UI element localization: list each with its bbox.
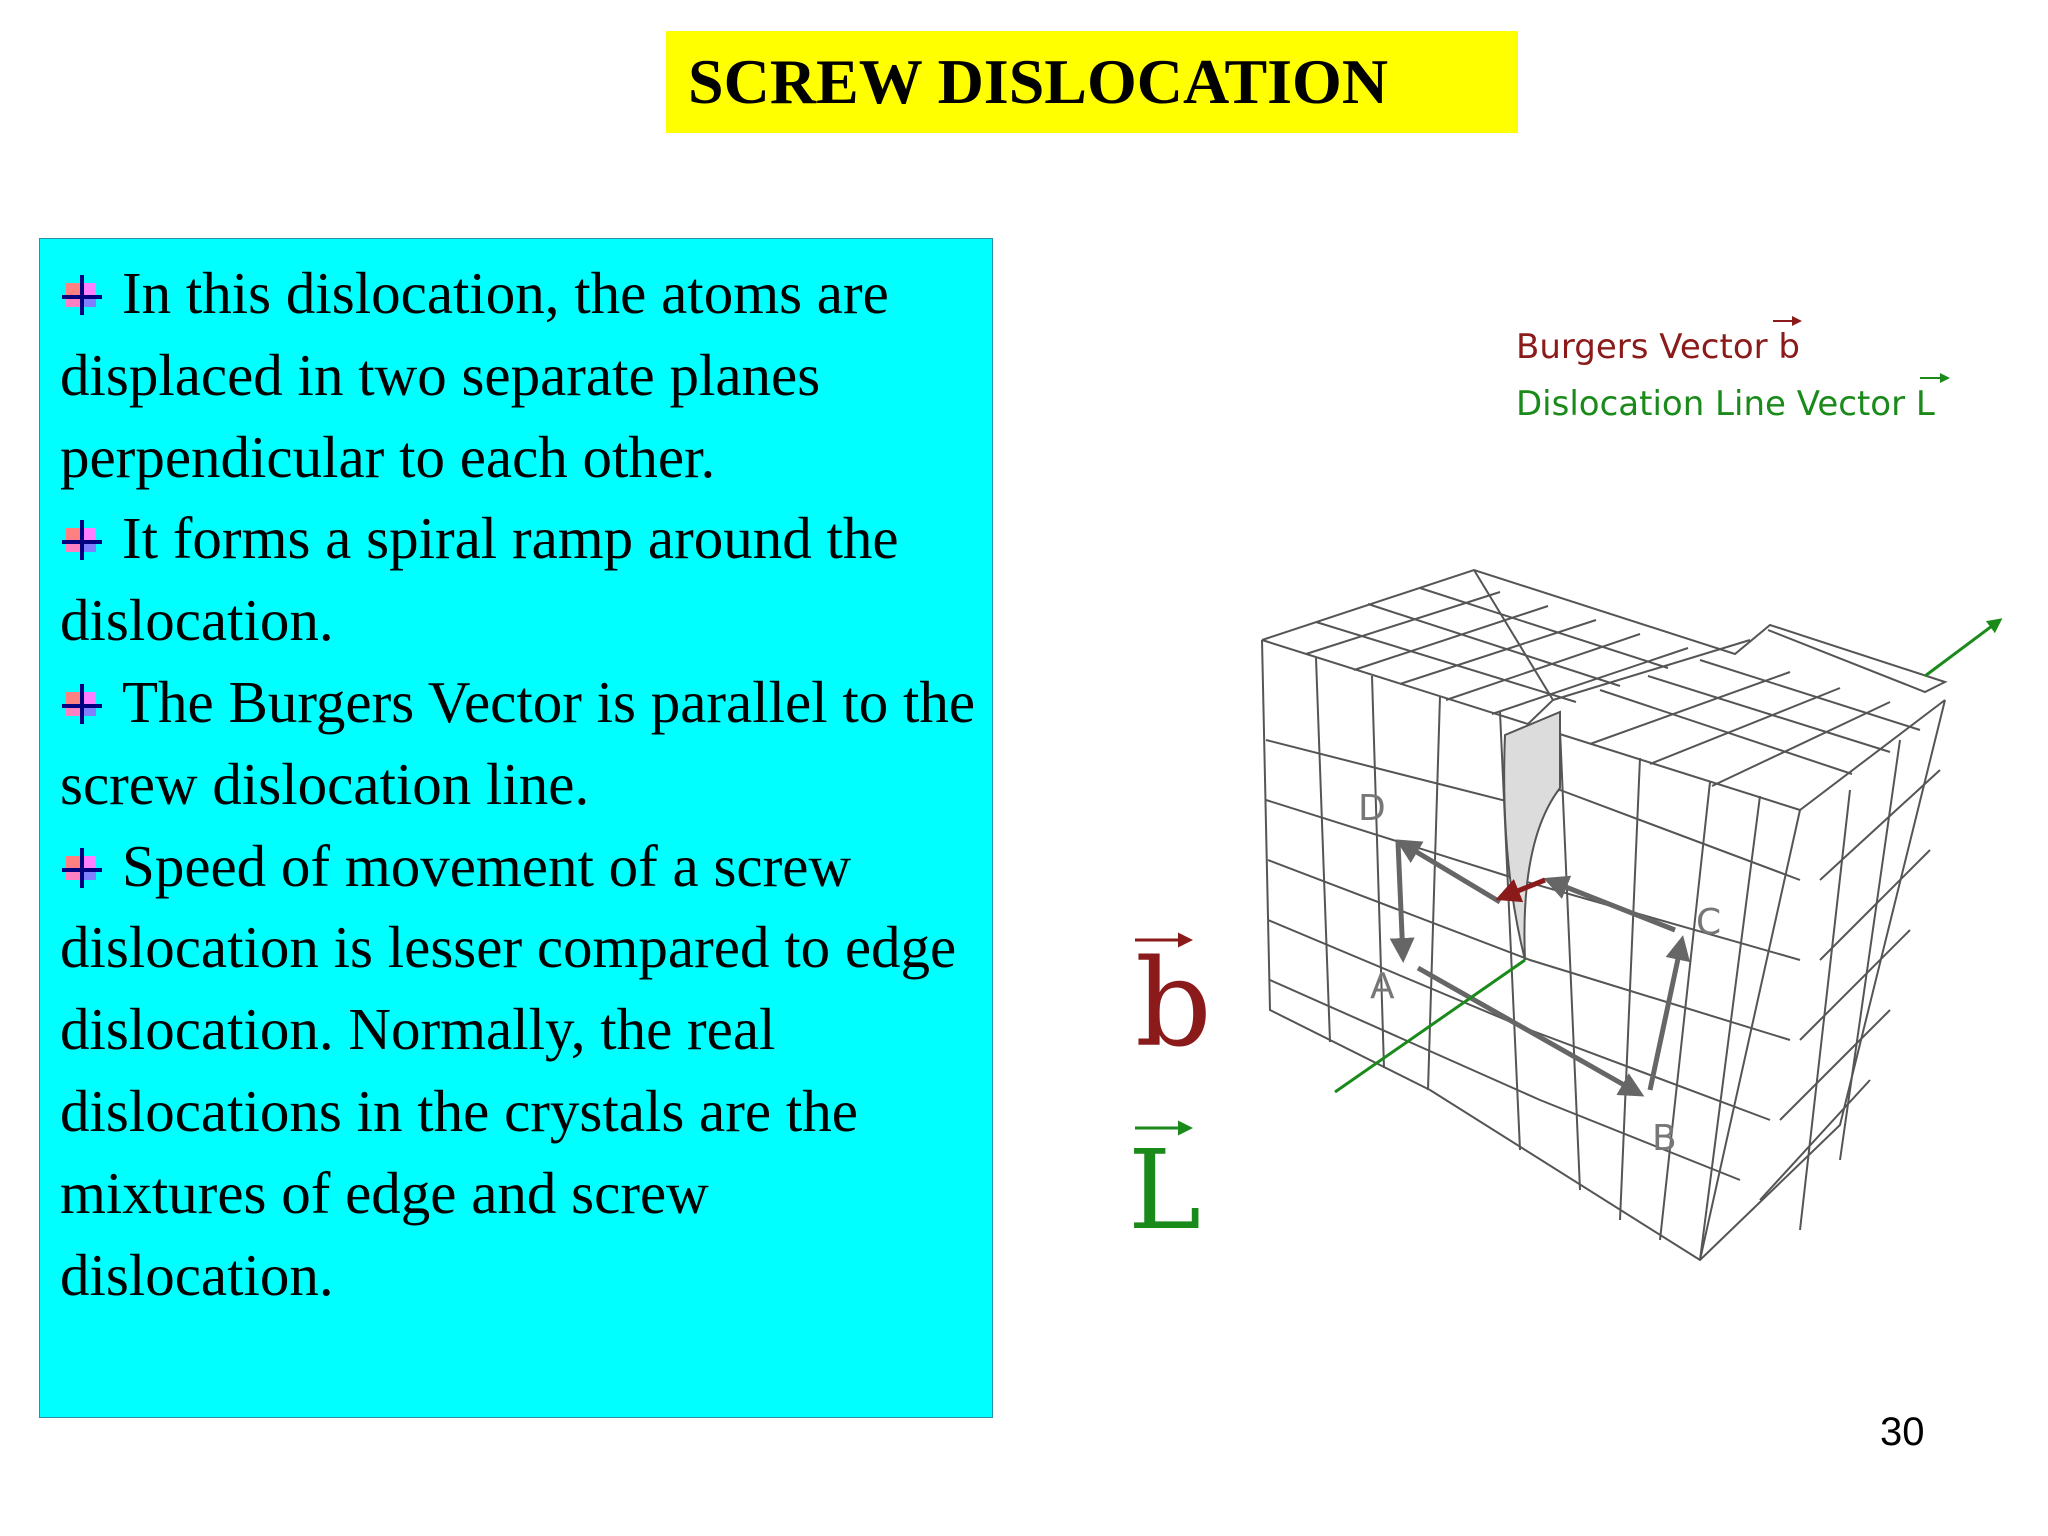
point-label-c: C xyxy=(1696,902,1722,943)
bullet-item xyxy=(60,669,975,817)
bullet-item xyxy=(60,833,956,1308)
bullet-text-box xyxy=(39,238,993,1418)
dislocation-cut xyxy=(1504,712,1560,960)
bullet-list xyxy=(60,253,990,1316)
bullet-text: The Burgers Vector is parallel to the screw dislocation line. xyxy=(60,668,976,817)
circuit-arrow-d-a xyxy=(1398,842,1403,958)
vector-b-symbol: b xyxy=(1135,935,1212,1074)
dislocation-line-back xyxy=(1335,960,1525,1092)
bullet-icon xyxy=(60,514,108,562)
page-number: 30 xyxy=(1880,1410,1925,1454)
legend-burgers-vector: Burgers Vector b xyxy=(1516,327,1800,367)
point-label-a: A xyxy=(1370,966,1395,1007)
bullet-text: In this dislocation, the atoms are displaced in two separate planes perpendicular to each other. xyxy=(60,260,889,490)
legend-line-vector: Dislocation Line Vector L xyxy=(1516,384,1935,424)
slide-title-box xyxy=(666,31,1518,133)
bullet-icon xyxy=(60,842,108,890)
bullet-icon xyxy=(60,678,108,726)
circuit-arrow-b-c xyxy=(1650,940,1682,1090)
dislocation-line-front xyxy=(1925,620,2000,676)
bullet-text: It forms a spiral ramp around the dislocation. xyxy=(60,505,899,654)
bullet-icon xyxy=(60,269,108,317)
slide-title: SCREW DISLOCATION xyxy=(688,46,1389,117)
point-label-b: B xyxy=(1652,1118,1677,1159)
bullet-item xyxy=(60,260,889,490)
circuit-arrow-center-d xyxy=(1400,842,1500,902)
vector-l-symbol: L xyxy=(1128,1126,1202,1254)
bullet-text: Speed of movement of a screw dislocation is lesser compared to edge dislocation. Normally, the real dislocations in the crystals are the mixtures of edge and screw dislocation. xyxy=(60,832,957,1308)
crystal-block xyxy=(1262,570,1945,1260)
screw-dislocation-figure xyxy=(1100,300,2040,1400)
bullet-item xyxy=(60,505,899,653)
point-label-d: D xyxy=(1358,788,1386,829)
circuit-arrow-a-b xyxy=(1418,968,1640,1094)
